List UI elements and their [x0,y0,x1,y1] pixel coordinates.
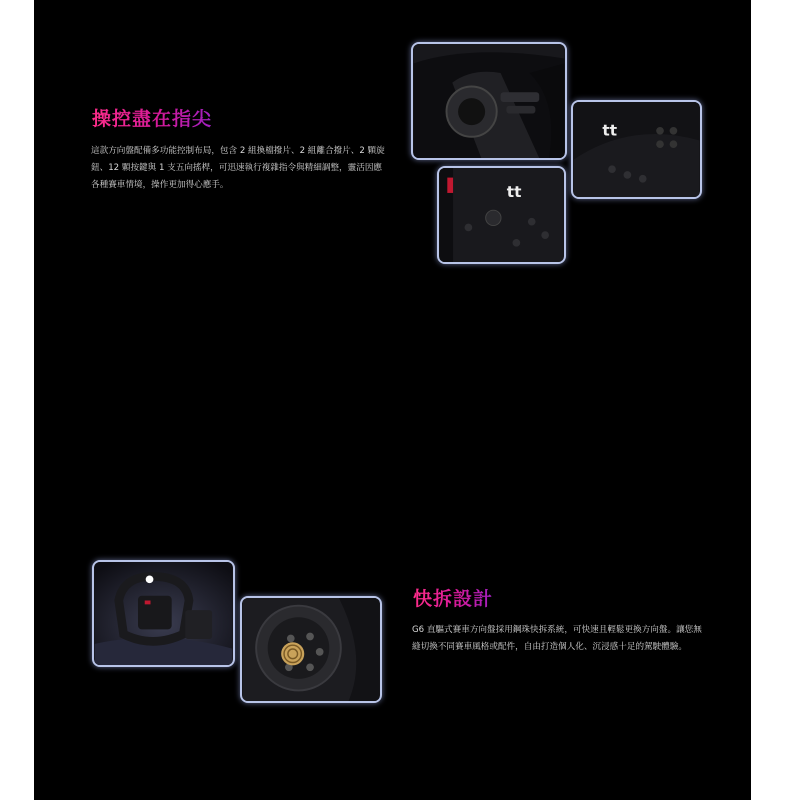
image-paddles-closeup [411,42,567,160]
section-title-quick-release: 快拆設計 [413,584,493,611]
image-quick-release [240,596,382,703]
product-panel [34,0,751,800]
image-buttons-right [571,100,702,199]
section-body-quick-release: G6 直驅式賽車方向盤採用鋼珠快拆系統，可快速且輕鬆更換方向盤。讓您無縫切換不同賽車風格或配件，自由打造個人化、沉浸感十足的駕駛體驗。 [412,625,702,652]
tt-logo-2: tt [506,182,522,201]
image-wheel-on-base [92,560,235,667]
image-buttons-joystick [437,166,566,264]
section-body-control: 這款方向盤配備多功能控制布局，包含 2 組換檔撥片、2 組離合撥片、2 顆旋鈕、12 顆按鍵與 1 支五向搖桿，可迅速執行複雜指令與精細調整，靈活因應各種賽車情境，操作更加得心應手。 [91,146,385,190]
section-title-control: 操控盡在指尖 [92,104,212,131]
tt-logo-1: tt [602,121,618,140]
